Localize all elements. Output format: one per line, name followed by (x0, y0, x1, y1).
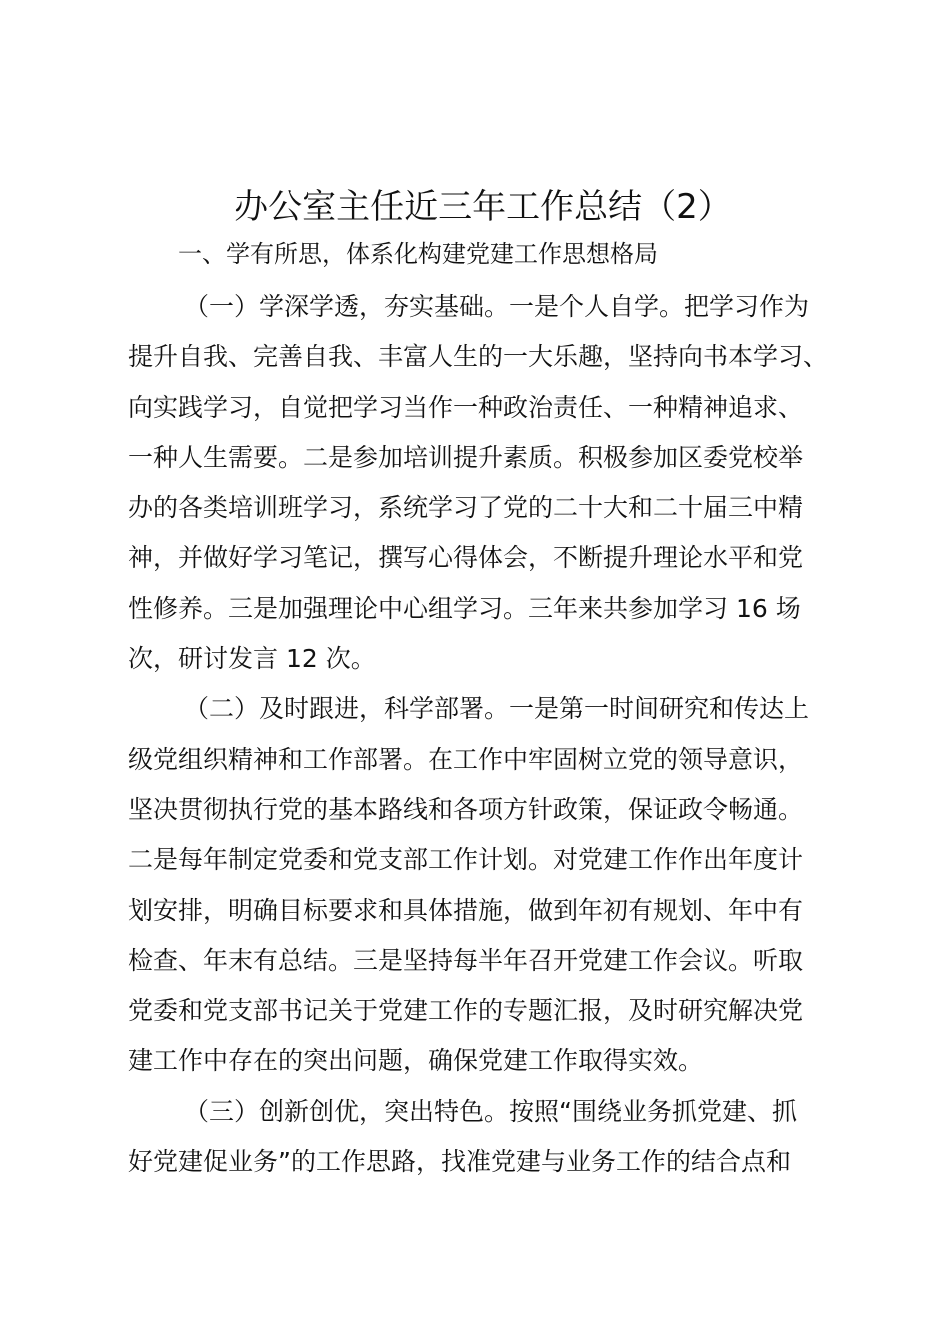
paragraph-line: 建工作中存在的突出问题，确保党建工作取得实效。 (128, 1046, 704, 1076)
paragraph-line: 二是每年制定党委和党支部工作计划。对党建工作作出年度计 (128, 845, 804, 875)
document-page (128, 180, 838, 1187)
paragraph-1 (128, 282, 838, 684)
paragraph-line: （二）及时跟进，科学部署。一是第一时间研究和传达上 (184, 694, 810, 724)
paragraph-line: （一）学深学透，夯实基础。一是个人自学。把学习作为 (184, 292, 810, 321)
paragraph-line: 性修养。三是加强理论中心组学习。三年来共参加学习 16 场 (128, 593, 801, 623)
paragraph-2 (128, 684, 838, 1086)
paragraph-line: 级党组织精神和工作部署。在工作中牢固树立党的领导意识， (128, 744, 804, 774)
spacer (128, 274, 838, 282)
paragraph-line: 神，并做好学习笔记，撰写心得体会，不断提升理论水平和党 (128, 543, 804, 573)
paragraph-line: 好党建促业务”的工作思路，找准党建与业务工作的结合点和 (128, 1147, 791, 1177)
paragraph-line: （三）创新创优，突出特色。按照“围绕业务抓党建、抓 (184, 1096, 797, 1126)
document-title: 办公室主任近三年工作总结（2） (234, 187, 732, 227)
paragraph-line: 提升自我、完善自我、丰富人生的一大乐趣，坚持向书本学习、 (128, 342, 829, 372)
paragraph-line: 坚决贯彻执行党的基本路线和各项方针政策，保证政令畅通。 (128, 794, 804, 824)
paragraph-line: 次，研讨发言 12 次。 (128, 644, 376, 674)
paragraph-line: 向实践学习，自觉把学习当作一种政治责任、一种精神追求、 (128, 392, 804, 422)
paragraph-line: 划安排，明确目标要求和具体措施，做到年初有规划、年中有 (128, 895, 804, 925)
section-heading: 一、学有所思，体系化构建党建工作思想格局 (178, 240, 658, 268)
paragraph-line: 办的各类培训班学习，系统学习了党的二十大和二十届三中精 (128, 493, 804, 523)
paragraph-line: 一种人生需要。二是参加培训提升素质。积极参加区委党校举 (128, 442, 804, 472)
paragraph-3 (128, 1087, 838, 1188)
paragraph-line: 检查、年末有总结。三是坚持每半年召开党建工作会议。听取 (128, 945, 804, 975)
paragraph-line: 党委和党支部书记关于党建工作的专题汇报，及时研究解决党 (128, 996, 804, 1026)
